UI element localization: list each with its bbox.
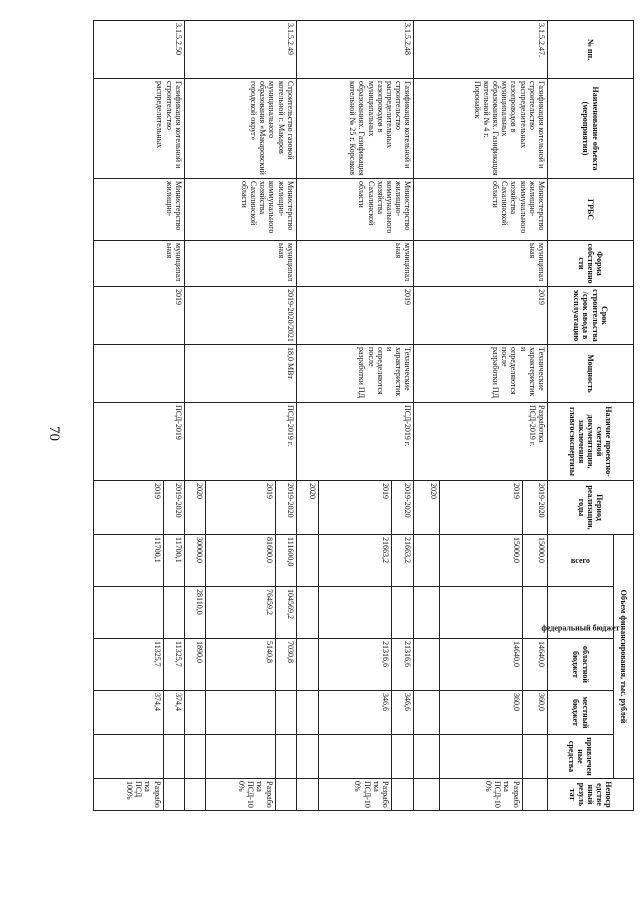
- cell-total: [296, 535, 318, 587]
- table-row: [275, 21, 296, 811]
- cell-period: 2019-2020: [275, 481, 296, 535]
- header-capacity: Мощность: [548, 345, 634, 403]
- financing-table: [93, 20, 634, 811]
- cell-attracted: [206, 735, 275, 779]
- header-total: всего: [548, 535, 614, 587]
- cell-ownership: муниципальная: [94, 241, 185, 287]
- cell-period: 2019: [319, 481, 392, 535]
- cell-attracted: [94, 735, 164, 779]
- cell-psd: Разработка ПСД-2019 г.: [414, 403, 548, 481]
- cell-local: 360,0: [439, 691, 522, 735]
- cell-attracted: [275, 735, 296, 779]
- cell-attracted: [184, 735, 205, 779]
- cell-federal: [296, 587, 318, 639]
- cell-ownership: муниципальная: [414, 241, 548, 287]
- cell-regional: 21316,6: [392, 639, 414, 691]
- cell-regional: [296, 639, 318, 691]
- cell-psd: ПСД-2019: [94, 403, 185, 481]
- cell-period: 2019: [439, 481, 522, 535]
- cell-deadline: 2019: [296, 287, 414, 345]
- header-regional: областной бюджет: [548, 639, 614, 691]
- cell-federal: [439, 587, 522, 639]
- cell-result: [296, 779, 318, 811]
- cell-result: [392, 779, 414, 811]
- cell-local: [296, 691, 318, 735]
- cell-attracted: [522, 735, 547, 779]
- cell-total: 21663,2: [319, 535, 392, 587]
- cell-deadline: 2019-2020/2021: [184, 287, 296, 345]
- cell-num: 3.1.5.2.49: [184, 21, 296, 79]
- cell-capacity: 18,0 МВт: [184, 345, 296, 403]
- header-num: № пп.: [548, 21, 634, 79]
- header-attracted: привлеченные средства: [548, 735, 614, 779]
- cell-total: 15000,0: [522, 535, 547, 587]
- rotated-table-container: [93, 20, 634, 810]
- cell-local: 360,0: [522, 691, 547, 735]
- cell-ownership: муниципальная: [296, 241, 414, 287]
- cell-result: Разработка ПСД-100%: [439, 779, 522, 811]
- cell-local: [184, 691, 205, 735]
- cell-deadline: 2019: [94, 287, 185, 345]
- cell-psd: ПСД-2019 г.: [184, 403, 296, 481]
- cell-total: 30000,0: [184, 535, 205, 587]
- cell-total: 15000,0: [439, 535, 522, 587]
- cell-total: 11700,1: [163, 535, 184, 587]
- cell-total: 81600,0: [206, 535, 275, 587]
- cell-attracted: [163, 735, 184, 779]
- page-number: 70: [46, 426, 62, 441]
- cell-local: 346,6: [392, 691, 414, 735]
- cell-regional: 14640,0: [522, 639, 547, 691]
- cell-attracted: [296, 735, 318, 779]
- cell-regional: [414, 639, 439, 691]
- cell-num: 3.1.5.2.47.: [414, 21, 548, 79]
- cell-regional: 7030,8: [275, 639, 296, 691]
- cell-total: [414, 535, 439, 587]
- header-name: Наименование объекта (мероприятия): [548, 79, 634, 179]
- table-row: [522, 21, 547, 811]
- cell-period: 2019-2020: [392, 481, 414, 535]
- header-grbs: ГРБС: [548, 179, 634, 241]
- cell-capacity: Технические характеристики определяются после разработки ПД: [296, 345, 414, 403]
- cell-local: 374,4: [163, 691, 184, 735]
- header-federal: федеральный бюджет: [548, 587, 614, 639]
- cell-grbs: Министерство жилищно-: [94, 179, 185, 241]
- header-psd: Наличие проектно-сметной документации, заключения главгосэкспертизы: [548, 403, 634, 481]
- cell-attracted: [319, 735, 392, 779]
- cell-regional: 5140,8: [206, 639, 275, 691]
- cell-result: Разработка ПСД 100%: [94, 779, 164, 811]
- cell-local: 346,6: [319, 691, 392, 735]
- cell-grbs: Министерство жилищно-коммунального хозяйства Сахалинской области: [296, 179, 414, 241]
- cell-total: 111600,0: [275, 535, 296, 587]
- cell-grbs: Министерство жилищно-коммунального хозяйства Сахалинской области: [184, 179, 296, 241]
- cell-federal: 28110,0: [184, 587, 205, 639]
- cell-regional: 14640,0: [439, 639, 522, 691]
- cell-capacity: Технические характеристики определяются после разработки ПД: [414, 345, 548, 403]
- cell-attracted: [414, 735, 439, 779]
- cell-ownership: муниципальная: [184, 241, 296, 287]
- cell-name: Газификация котельной и строительство распределительных газопроводов в муниципальных образованиях. Газификация котельной № 4 г. Поронайск: [414, 79, 548, 179]
- cell-federal: [163, 587, 184, 639]
- cell-federal: [392, 587, 414, 639]
- cell-name: Строительство газовой котельной г. Макаров муниципального образования «Макаровский городской округ»: [184, 79, 296, 179]
- cell-period: 2019-2020: [163, 481, 184, 535]
- cell-result: [163, 779, 184, 811]
- cell-name: Газификация котельной и строительство распределительных: [94, 79, 185, 179]
- cell-result: [414, 779, 439, 811]
- table-row: [163, 21, 184, 811]
- cell-federal: [94, 587, 164, 639]
- cell-regional: 11325,7: [94, 639, 164, 691]
- cell-local: [275, 691, 296, 735]
- cell-capacity: [94, 345, 185, 403]
- cell-result: [522, 779, 547, 811]
- cell-local: [206, 691, 275, 735]
- cell-regional: 21316,6: [319, 639, 392, 691]
- cell-result: Разработка ПСД-100%: [206, 779, 275, 811]
- header-deadline: Срок строительства/срок ввода в эксплуатацию: [548, 287, 634, 345]
- cell-regional: 11325,7: [163, 639, 184, 691]
- cell-period: 2019-2020: [522, 481, 547, 535]
- header-ownership: Форма собственности: [548, 241, 634, 287]
- cell-period: 2020: [414, 481, 439, 535]
- cell-regional: 1890,0: [184, 639, 205, 691]
- cell-attracted: [439, 735, 522, 779]
- cell-num: 3.1.5.2.48: [296, 21, 414, 79]
- header-period: Период реализации, годы: [548, 481, 634, 535]
- header-local: местный бюджет: [548, 691, 614, 735]
- cell-result: Разработка ПСД-100%: [319, 779, 392, 811]
- cell-psd: ПСД-2019 г.: [296, 403, 414, 481]
- cell-grbs: Министерство жилищно-коммунального хозяйства Сахалинской области: [414, 179, 548, 241]
- cell-name: Газификация котельной и строительство распределительных газопроводов в муниципальных образованиях. Газификация котельной № 25 г. Корсаков: [296, 79, 414, 179]
- cell-period: 2019: [94, 481, 164, 535]
- cell-local: [414, 691, 439, 735]
- cell-deadline: 2019: [414, 287, 548, 345]
- cell-total: 21663,2: [392, 535, 414, 587]
- cell-total: 11700,1: [94, 535, 164, 587]
- cell-attracted: [392, 735, 414, 779]
- cell-local: 374,4: [94, 691, 164, 735]
- cell-federal: [319, 587, 392, 639]
- cell-period: 2019: [206, 481, 275, 535]
- header-financing-group: Объем финансирования, тыс. рублей: [614, 535, 634, 779]
- cell-federal: 76459,2: [206, 587, 275, 639]
- cell-result: [184, 779, 205, 811]
- cell-num: 3.1.5.2.50: [94, 21, 185, 79]
- header-result: Непосредственный результат: [548, 779, 634, 811]
- cell-period: 2020: [296, 481, 318, 535]
- cell-federal: [414, 587, 439, 639]
- cell-federal: 104569,2: [275, 587, 296, 639]
- table-row: [392, 21, 414, 811]
- cell-result: [275, 779, 296, 811]
- cell-period: 2020: [184, 481, 205, 535]
